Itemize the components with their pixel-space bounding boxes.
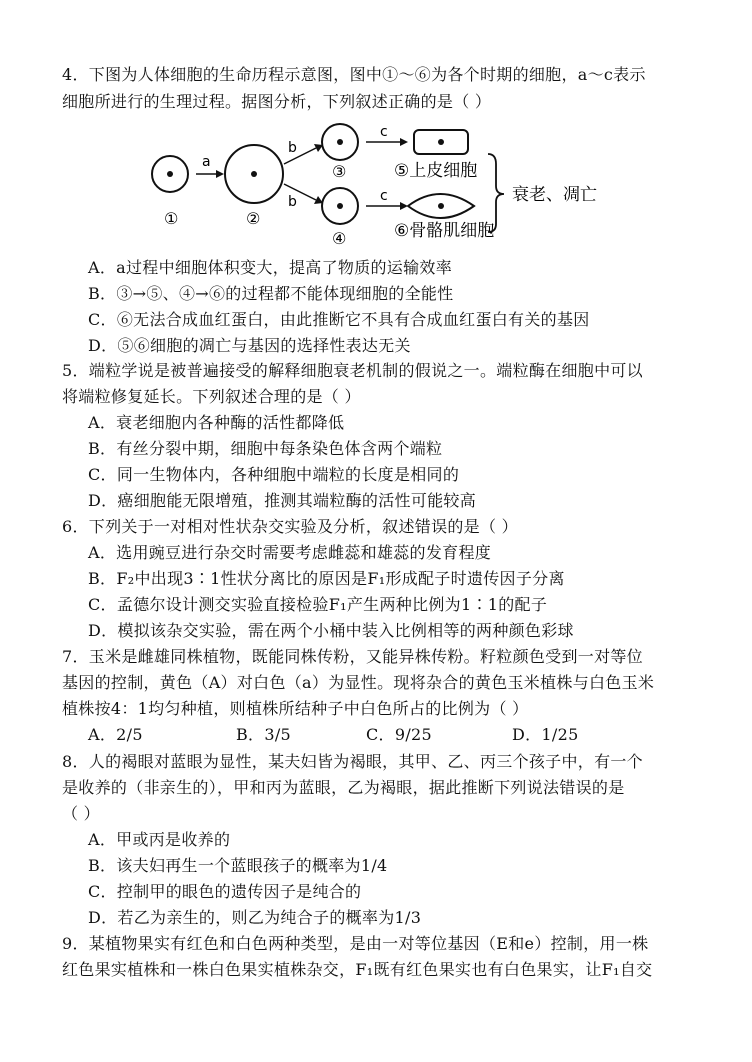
arrow-a-head xyxy=(216,170,224,178)
cell-1-nucleus xyxy=(167,171,173,177)
cell-3-nucleus xyxy=(337,139,343,145)
q7-option-a: A．2/5 xyxy=(88,725,143,744)
q7-stem-line3: 植株按4：1均匀种植，则植株所结种子中白色所占的比例为（ ） xyxy=(62,699,529,718)
q6-option-b: B．F₂中出现3∶1性状分离比的原因是F₁形成配子时遗传因子分离 xyxy=(88,569,565,588)
q5-option-c: C．同一生物体内，各种细胞中端粒的长度是相同的 xyxy=(88,465,460,484)
process-c-bottom-label: c xyxy=(380,188,388,204)
cell-4-nucleus xyxy=(337,203,343,209)
q4-option-b: B．③→⑤、④→⑥的过程都不能体现细胞的全能性 xyxy=(88,284,454,303)
cell-1-label: ① xyxy=(164,209,179,228)
q8-option-b: B．该夫妇再生一个蓝眼孩子的概率为1/4 xyxy=(88,856,388,875)
q4-stem-line1: 4．下图为人体细胞的生命历程示意图，图中①～⑥为各个时期的细胞，a～c表示 xyxy=(62,65,646,84)
q8-option-d: D．若乙为亲生的，则乙为纯合子的概率为1/3 xyxy=(88,908,422,927)
q8-stem-line3: （ ） xyxy=(62,804,100,823)
q5-stem-line1: 5．端粒学说是被普遍接受的解释细胞衰老机制的假说之一。端粒酶在细胞中可以 xyxy=(62,361,643,380)
q7-option-d: D．1/25 xyxy=(512,725,579,744)
q8-stem-line2: 是收养的（非亲生的），甲和丙为蓝眼，乙为褐眼，据此推断下列说法错误的是 xyxy=(62,778,625,797)
q7-option-b: B．3/5 xyxy=(236,725,292,744)
q8-option-a: A．甲或丙是收养的 xyxy=(88,830,231,849)
cell-5-label: ⑤上皮细胞 xyxy=(394,161,478,181)
q8-stem-line1: 8．人的褐眼对蓝眼为显性，某夫妇皆为褐眼，其甲、乙、丙三个孩子中，有一个 xyxy=(62,752,643,771)
process-c-top-label: c xyxy=(380,124,388,140)
q6-stem-line1: 6．下列关于一对相对性状杂交实验及分析，叙述错误的是（ ） xyxy=(62,517,518,536)
q4-option-d: D．⑤⑥细胞的凋亡与基因的选择性表达无关 xyxy=(88,336,411,355)
q7-stem-line2: 基因的控制，黄色（A）对白色（a）为显性。现将杂合的黄色玉米植株与白色玉米 xyxy=(62,673,655,692)
cell-6-nucleus xyxy=(438,203,444,209)
q6-option-d: D．模拟该杂交实验，需在两个小桶中装入比例相等的两种颜色彩球 xyxy=(88,621,574,640)
q8-option-c: C．控制甲的眼色的遗传因子是纯合的 xyxy=(88,882,362,901)
q4-option-a: A．a过程中细胞体积变大，提高了物质的运输效率 xyxy=(88,258,452,277)
q7-stem-line1: 7．玉米是雌雄同株植物，既能同株传粉，又能异株传粉。籽粒颜色受到一对等位 xyxy=(62,647,643,666)
cell-3-label: ③ xyxy=(332,162,347,181)
cell-5-nucleus xyxy=(438,139,444,145)
diagram-svg xyxy=(140,120,660,252)
cell-4-label: ④ xyxy=(332,229,347,248)
q4-option-c: C．⑥无法合成血红蛋白，由此推断它不具有合成血红蛋白有关的基因 xyxy=(88,310,590,329)
q5-stem-line2: 将端粒修复延长。下列叙述合理的是（ ） xyxy=(62,387,361,406)
q6-option-c: C．孟德尔设计测交实验直接检验F₁产生两种比例为1∶1的配子 xyxy=(88,595,548,614)
cell-6-label: ⑥骨骼肌细胞 xyxy=(394,221,495,241)
fate-label: 衰老、凋亡 xyxy=(512,185,597,205)
cell-2-nucleus xyxy=(251,171,257,177)
q5-option-a: A．衰老细胞内各种酶的活性都降低 xyxy=(88,413,345,432)
process-b-bottom-label: b xyxy=(288,194,297,210)
process-b-top-label: b xyxy=(288,140,297,156)
q5-option-d: D．癌细胞能无限增殖，推测其端粒酶的活性可能较高 xyxy=(88,491,477,510)
cell-2-label: ② xyxy=(246,209,261,228)
q9-stem-line1: 9．某植物果实有红色和白色两种类型，是由一对等位基因（E和e）控制，用一株 xyxy=(62,934,649,953)
q4-stem-line2: 细胞所进行的生理过程。据图分析，下列叙述正确的是（ ） xyxy=(62,92,492,111)
arrow-c-top-head xyxy=(400,138,408,146)
q7-option-c: C．9/25 xyxy=(366,725,432,744)
process-a-label: a xyxy=(202,154,211,170)
q5-option-b: B．有丝分裂中期，细胞中每条染色体含两个端粒 xyxy=(88,439,443,458)
cell-life-history-diagram xyxy=(140,120,660,252)
q6-option-a: A．选用豌豆进行杂交时需要考虑雌蕊和雄蕊的发育程度 xyxy=(88,543,492,562)
q9-stem-line2: 红色果实植株和一株白色果实植株杂交，F₁既有红色果实也有白色果实，让F₁自交 xyxy=(62,960,653,979)
